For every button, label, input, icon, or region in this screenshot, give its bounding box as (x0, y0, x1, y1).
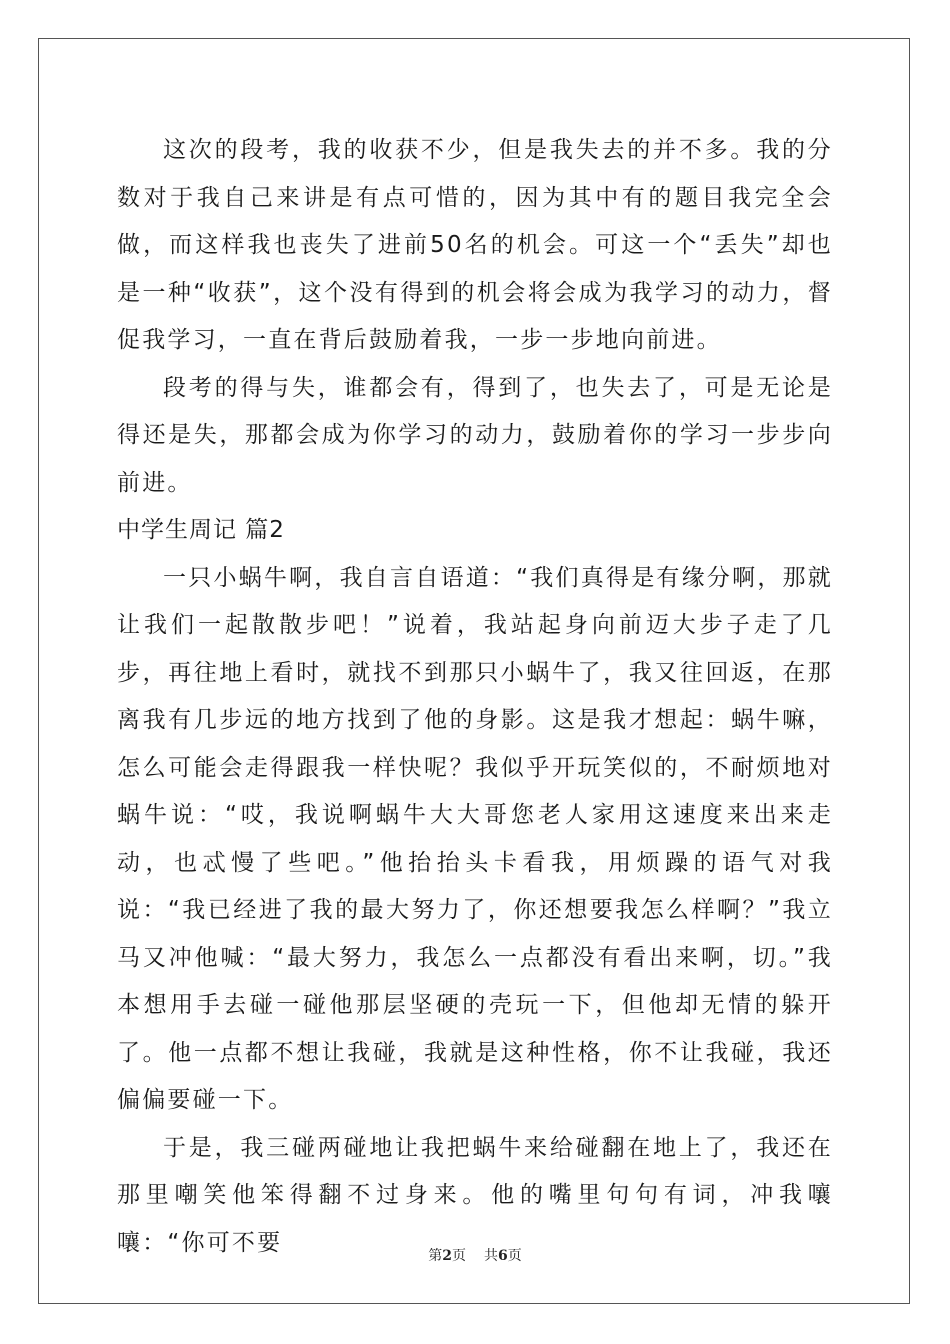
total-prefix: 共 (484, 1248, 498, 1264)
paragraph: 于是，我三碰两碰地让我把蜗牛来给碰翻在地上了，我还在那里嘲笑他笨得翻不过身来。他的嘴里句句有词，冲我嚷嚷：“你可不要 (117, 1134, 833, 1256)
total-unit: 页 (507, 1248, 522, 1264)
paragraph: 这次的段考，我的收获不少，但是我失去的并不多。我的分数对于我自己来讲是有点可惜的，因为其中有的题目我完全会做，而这样我也丧失了进前50名的机会。可这一个“丢失”却也是一种“收获”，这个没有得到的机会将会成为我学习的动力，督促我学习，一直在背后鼓励着我，一步一步地向前进。 (117, 137, 833, 353)
document-body (117, 127, 833, 1267)
page-footer (0, 1245, 950, 1265)
paragraph: 一只小蜗牛啊，我自言自语道：“我们真得是有缘分啊，那就让我们一起散散步吧！”说着，我站起身向前迈大步子走了几步，再往地上看时，就找不到那只小蜗牛了，我又往回返，在那离我有几步远的地方找到了他的身影。这是我才想起：蜗牛嘛，怎么可能会走得跟我一样快呢？我似乎开玩笑似的，不耐烦地对蜗牛说：“哎，我说啊蜗牛大大哥您老人家用这速度来出来走动，也忒慢了些吧。”他抬抬头卡看我，用烦躁的语气对我说：“我已经进了我的最大努力了，你还想要我怎么样啊？”我立马又冲他喊：“最大努力，我怎么一点都没有看出来啊，切。”我本想用手去碰一碰他那层坚硬的壳玩一下，但他却无情的躲开了。他一点都不想让我碰，我就是这种性格，你不让我碰，我还偏偏要碰一下。 (117, 564, 833, 1113)
page-prefix: 第 (428, 1248, 443, 1264)
total-pages: 6 (498, 1248, 508, 1264)
page-unit: 页 (452, 1248, 466, 1264)
paragraph: 段考的得与失，谁都会有，得到了，也失去了，可是无论是得还是失，那都会成为你学习的动力，鼓励着你的学习一步步向前进。 (117, 374, 833, 496)
section-heading: 中学生周记 篇2 (117, 517, 285, 543)
page-number: 2 (442, 1248, 452, 1264)
